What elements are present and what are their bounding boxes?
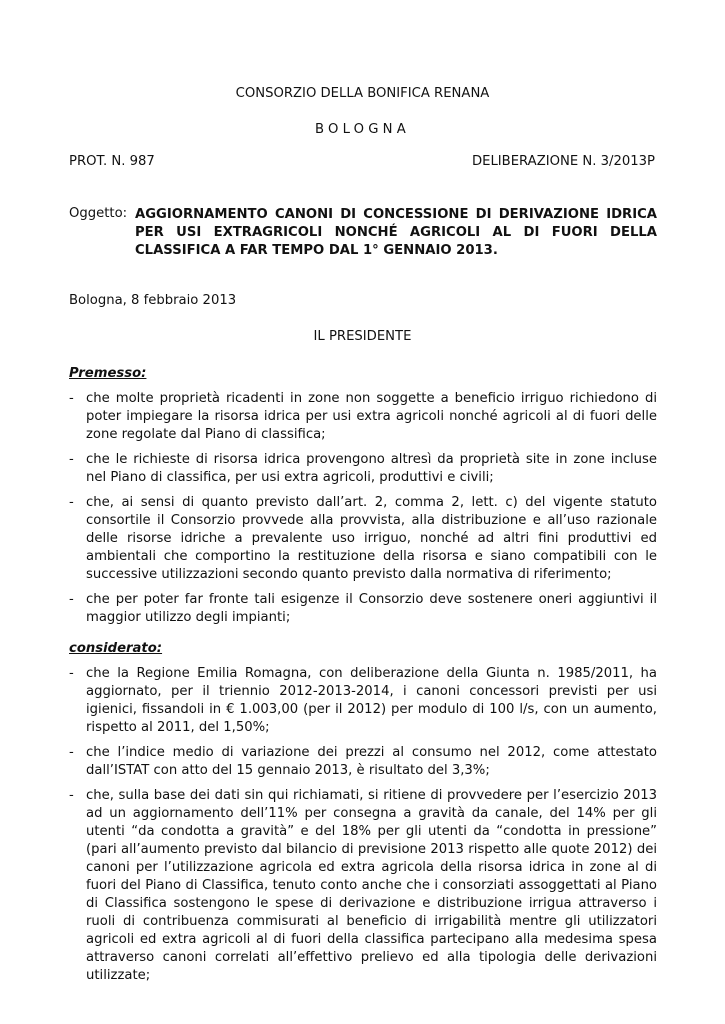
list-marker: - (69, 452, 74, 467)
list-marker: - (69, 592, 74, 607)
premesso-heading: Premesso: (69, 366, 147, 381)
subject-text: AGGIORNAMENTO CANONI DI CONCESSIONE DI DERIVAZIONE IDRICA PER USI EXTRAGRICOLI NONCHÉ AGRICOLI AL DI FUORI DELLA CLASSIFICA A FAR TEMPO DAL 1° GENNAIO 2013. (135, 207, 657, 258)
list-item (69, 744, 657, 780)
organization-name: CONSORZIO DELLA BONIFICA RENANA (235, 86, 490, 101)
list-item-text: che per poter far fronte tali esigenze il Consorzio deve sostenere oneri aggiuntivi il maggior utilizzo degli impianti; (86, 592, 657, 625)
list-item (69, 787, 657, 985)
city-name: BOLOGNA (315, 122, 410, 137)
list-marker: - (69, 391, 74, 406)
list-item (69, 494, 657, 584)
list-item-text: che, ai sensi di quanto previsto dall’art. 2, comma 2, lett. c) del vigente statuto consortile il Consorzio provvede alla provvista, alla distribuzione e all’uso razionale delle risorse idriche a prevalente uso irriguo, nonché ad altri fini produttivi ed ambientali che comportino la restituzione della risorsa e siano compatibili con le successive utilizzazioni secondo quanto previsto dalla normativa di riferimento; (86, 495, 657, 582)
list-item (69, 665, 657, 737)
document-title: IL PRESIDENTE (313, 329, 412, 344)
subject-label: Oggetto: (69, 206, 128, 221)
list-item-text: che molte proprietà ricadenti in zone non soggette a beneficio irriguo richiedono di poter impiegare la risorsa idrica per usi extra agricoli nonché agricoli al di fuori delle zone regolate dal Piano di classifica; (86, 391, 657, 442)
list-item-text: che, sulla base dei dati sin qui richiamati, si ritiene di provvedere per l’esercizio 2013 ad un aggiornamento dell’11% per consegna a gravità da canale, del 14% per gli utenti “da condotta a gravità” e del 18% per gli utenti da “condotta in pressione” (pari all’aumento previsto dal bilancio di previsione 2013 rispetto alle quote 2012) dei canoni per l’utilizzazione agricola ed extra agricola della risorsa idrica in zone al di fuori del Piano di Classifica, tenuto conto anche che i consorziati assoggettati al Piano di Classifica sostengono le spese di derivazione e distribuzione irrigua attraverso i ruoli di contribuenza commisurati al beneficio di irrigabilità mentre gli utilizzatori agricoli ed extra agricoli al di fuori della classifica partecipano alla medesima spesa attraverso canoni correlati all’effettivo prelievo ed alla tipologia delle derivazioni utilizzate; (86, 788, 657, 983)
list-item (69, 390, 657, 444)
list-item-text: che la Regione Emilia Romagna, con deliberazione della Giunta n. 1985/2011, ha aggiornato, per il triennio 2012-2013-2014, i canoni concessori previsti per usi igienici, fissandoli in € 1.003,00 (per il 2012) per modulo di 100 l/s, con un aumento, rispetto al 2011, del 1,50%; (86, 666, 657, 735)
list-item-text: che le richieste di risorsa idrica provengono altresì da proprietà site in zone incluse nel Piano di classifica, per usi extra agricoli, produttivi e civili; (86, 452, 657, 485)
considerato-list (69, 665, 657, 992)
considerato-heading: considerato: (69, 641, 163, 656)
list-item (69, 451, 657, 487)
list-marker: - (69, 666, 74, 681)
premesso-list (69, 390, 657, 634)
list-marker: - (69, 788, 74, 803)
list-marker: - (69, 745, 74, 760)
document-date: Bologna, 8 febbraio 2013 (69, 293, 237, 308)
list-item (69, 591, 657, 627)
list-marker: - (69, 495, 74, 510)
list-item-text: che l’indice medio di variazione dei prezzi al consumo nel 2012, come attestato dall’ISTAT con atto del 15 gennaio 2013, è risultato del 3,3%; (86, 745, 657, 778)
deliberation-number: DELIBERAZIONE N. 3/2013P (471, 154, 655, 169)
protocol-number: PROT. N. 987 (69, 154, 155, 169)
